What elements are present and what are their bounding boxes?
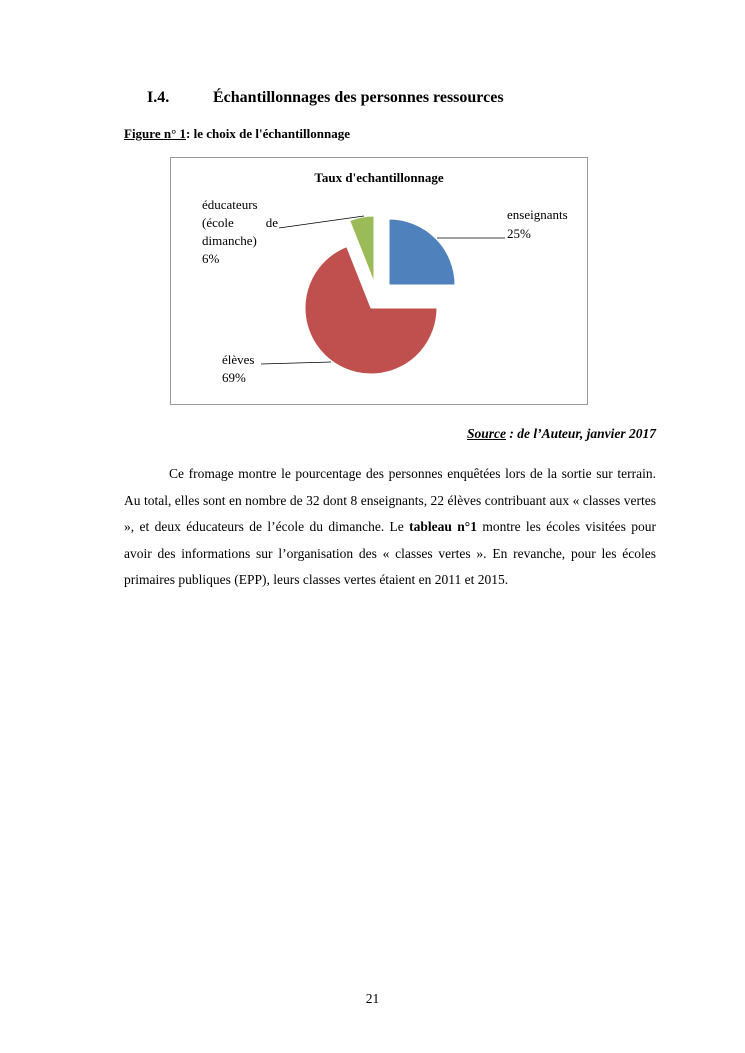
label-eleves-value: 69% <box>222 370 246 385</box>
label-enseignants-name: enseignants <box>507 207 568 222</box>
section-heading <box>147 89 504 107</box>
source-label: Source <box>466 426 506 441</box>
label-educateurs-value: 6% <box>202 251 220 266</box>
body-paragraph <box>124 461 656 594</box>
paragraph-text-2: montre les écoles visitées pour avoir des informations sur l’organisation des « classes vertes ». En revanche, pour les écoles primaires publiques (EPP), leurs classes vertes étaient en 2011 et 2015. <box>124 519 656 587</box>
svg-text:dimanche): dimanche) <box>202 233 257 248</box>
figure-source <box>467 426 656 442</box>
figure-caption-text: : le choix de l'échantillonnage <box>186 126 350 141</box>
svg-text:éducateurs: éducateurs <box>202 197 258 212</box>
svg-text:de: de <box>265 215 278 230</box>
section-number: I.4. <box>147 89 170 106</box>
pie-chart <box>171 158 587 404</box>
label-educateurs-name <box>202 197 278 248</box>
page-number: 21 <box>365 991 380 1006</box>
leader-line-eleves <box>261 362 331 364</box>
slice-enseignants <box>389 219 455 285</box>
table-reference: tableau n°1 <box>409 519 477 534</box>
figure-caption <box>124 126 350 142</box>
svg-text:(école: (école <box>202 215 234 230</box>
label-enseignants-value: 25% <box>507 226 531 241</box>
figure-label: Figure n° 1 <box>124 126 187 141</box>
section-title: Échantillonnages des personnes ressources <box>213 89 504 106</box>
source-text: : de l’Auteur, janvier 2017 <box>505 426 656 441</box>
label-eleves-name: élèves <box>222 352 255 367</box>
chart-title: Taux d'echantillonnage <box>314 170 444 185</box>
pie-chart-frame <box>170 157 588 405</box>
paragraph-text-1: Ce fromage montre le pourcentage des personnes enquêtées lors de la sortie sur terrain. Au total, elles sont en nombre de 32 dont 8 enseignants, 22 élèves contribuant aux « classes vertes », et deux éducateurs de l’école du dimanche. Le <box>124 466 656 534</box>
